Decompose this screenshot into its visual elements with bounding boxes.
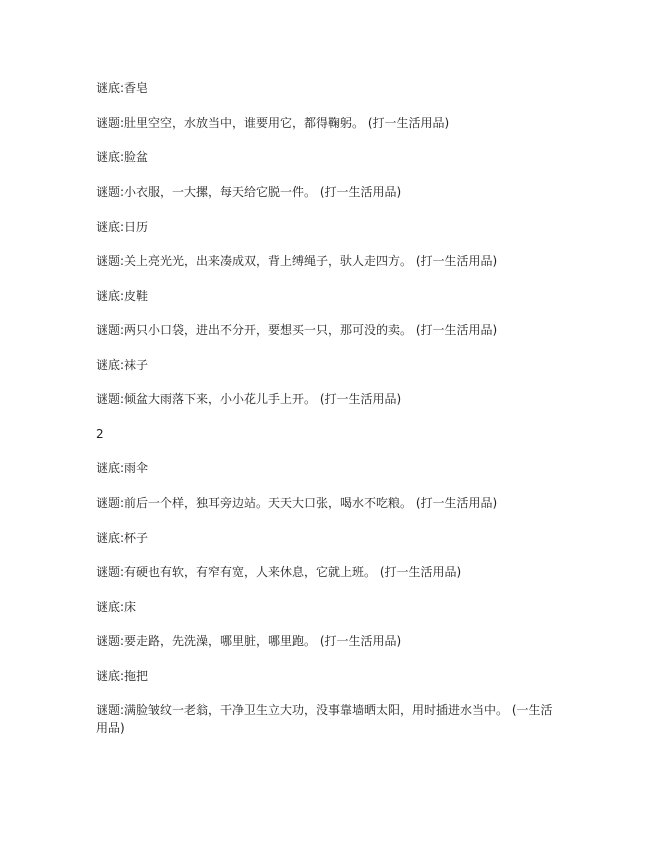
riddle-question: 谜题:要走路，先洗澡，哪里脏，哪里跑。 (打一生活用品) [96, 634, 402, 648]
riddle-answer: 谜底:日历 [96, 220, 149, 234]
riddle-question: 谜题:肚里空空，水放当中，谁要用它，都得鞠躬。 (打一生活用品) [96, 116, 450, 130]
riddle-answer: 谜底:杯子 [96, 531, 149, 545]
riddle-answer: 谜底:袜子 [96, 358, 149, 372]
riddle-question: 谜题:关上亮光光，出来凑成双，背上缚绳子，驮人走四方。 (打一生活用品) [96, 254, 498, 268]
riddle-question: 谜题:小衣服，一大摞，每天给它脱一件。 (打一生活用品) [96, 185, 402, 199]
riddle-question: 谜题:有硬也有软，有窄有宽，人来休息，它就上班。 (打一生活用品) [96, 565, 462, 579]
riddle-answer: 谜底:床 [96, 600, 137, 614]
riddle-question: 谜题:满脸皱纹一老翁，干净卫生立大功，没事靠墙晒太阳，用时插进水当中。 (一生活用品) [96, 703, 553, 735]
section-number: 2 [96, 427, 104, 441]
riddle-answer: 谜底:皮鞋 [96, 289, 149, 303]
riddle-answer: 谜底:雨伞 [96, 461, 149, 475]
riddle-answer: 谜底:脸盆 [96, 150, 149, 164]
riddle-answer: 谜底:拖把 [96, 669, 149, 683]
riddle-question: 谜题:倾盆大雨落下来，小小花儿手上开。 (打一生活用品) [96, 392, 402, 406]
riddle-answer: 谜底:香皂 [96, 81, 149, 95]
riddle-question: 谜题:前后一个样，独耳旁边站。天天大口张，喝水不吃粮。 (打一生活用品) [96, 496, 498, 510]
riddle-question: 谜题:两只小口袋，进出不分开，要想买一只，那可没的卖。 (打一生活用品) [96, 323, 498, 337]
